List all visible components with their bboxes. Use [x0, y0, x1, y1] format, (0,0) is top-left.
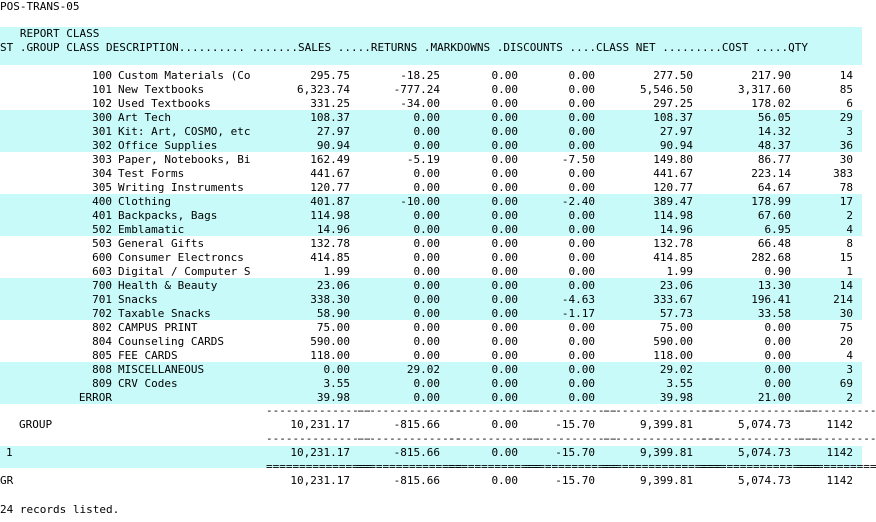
- net-separator: ------------------: [602, 432, 722, 445]
- sales-cell: 10,231.17: [290, 418, 350, 431]
- qty-cell: 14: [839, 279, 853, 292]
- discounts-cell: 0.00: [568, 321, 595, 334]
- net-cell: 23.06: [659, 279, 693, 292]
- discounts-cell: 0.00: [568, 167, 595, 180]
- sales-separator: ----------------: [266, 432, 372, 445]
- net-cell: 149.80: [653, 153, 693, 166]
- returns-cell: -815.66: [393, 446, 440, 459]
- net-cell: 297.25: [653, 97, 693, 110]
- table-row: [0, 307, 862, 321]
- table-row: [0, 335, 862, 349]
- qty-cell: 30: [839, 307, 853, 320]
- markdowns-cell: 0.00: [491, 223, 518, 236]
- class-description: Counseling CARDS: [118, 335, 224, 348]
- grand-separator: [0, 460, 876, 474]
- returns-cell: 0.00: [413, 167, 440, 180]
- markdowns-cell: 0.00: [491, 335, 518, 348]
- cost-cell: 0.00: [764, 335, 791, 348]
- cost-cell: 0.00: [764, 377, 791, 390]
- sales-cell: 10,231.17: [290, 474, 350, 487]
- cost-cell: 14.32: [757, 125, 791, 138]
- cost-cell: 66.48: [757, 237, 791, 250]
- cost-cell: 0.00: [764, 321, 791, 334]
- discounts-cell: 0.00: [568, 237, 595, 250]
- discounts-separator: --------------: [525, 404, 618, 417]
- sales-cell: 295.75: [310, 69, 350, 82]
- table-row: [0, 181, 862, 195]
- markdowns-cell: 0.00: [491, 153, 518, 166]
- discounts-cell: -15.70: [555, 446, 595, 459]
- net-cell: 90.94: [659, 139, 693, 152]
- qty-cell: 6: [846, 97, 853, 110]
- markdowns-separator: ==============: [448, 460, 541, 473]
- sales-cell: 120.77: [310, 181, 350, 194]
- sales-cell: 10,231.17: [290, 446, 350, 459]
- qty-cell: 3: [846, 363, 853, 376]
- cost-cell: 178.99: [751, 195, 791, 208]
- returns-cell: 0.00: [413, 125, 440, 138]
- cost-cell: 13.30: [757, 279, 791, 292]
- cost-cell: 0.90: [764, 265, 791, 278]
- table-row: [0, 265, 862, 279]
- class-code: 400: [92, 195, 112, 208]
- markdowns-cell: 0.00: [491, 125, 518, 138]
- markdowns-cell: 0.00: [491, 69, 518, 82]
- class-description: Digital / Computer S: [118, 265, 251, 278]
- markdowns-cell: 0.00: [491, 391, 518, 404]
- class-description: Custom Materials (Co: [118, 69, 251, 82]
- class-code: 502: [92, 223, 112, 236]
- returns-cell: 0.00: [413, 349, 440, 362]
- returns-separator: ----------------: [356, 404, 462, 417]
- table-row: [0, 111, 862, 125]
- class-description: Writing Instruments: [118, 181, 244, 194]
- returns-cell: -777.24: [393, 83, 440, 96]
- returns-cell: -815.66: [393, 474, 440, 487]
- cost-cell: 5,074.73: [738, 446, 791, 459]
- table-row: [0, 69, 862, 83]
- class-code: 600: [92, 251, 112, 264]
- returns-cell: -18.25: [400, 69, 440, 82]
- class-description: CAMPUS PRINT: [118, 321, 198, 334]
- class-description: Emblamatic: [118, 223, 185, 236]
- class-description: General Gifts: [118, 237, 205, 250]
- group-separator-top: [0, 404, 876, 418]
- class-code: 401: [92, 209, 112, 222]
- sales-cell: 90.94: [316, 139, 350, 152]
- returns-cell: 0.00: [413, 111, 440, 124]
- total-label: GR: [0, 474, 14, 487]
- returns-cell: 0.00: [413, 265, 440, 278]
- discounts-cell: 0.00: [568, 349, 595, 362]
- class-code: 302: [92, 139, 112, 152]
- qty-cell: 2: [846, 391, 853, 404]
- markdowns-cell: 0.00: [491, 251, 518, 264]
- cost-cell: 5,074.73: [738, 474, 791, 487]
- class-code: 702: [92, 307, 112, 320]
- qty-cell: 8: [846, 237, 853, 250]
- table-row: [0, 153, 862, 167]
- qty-cell: 3: [846, 125, 853, 138]
- net-cell: 120.77: [653, 181, 693, 194]
- cost-cell: 0.00: [764, 349, 791, 362]
- discounts-cell: -4.63: [561, 293, 595, 306]
- qty-separator: ------------: [797, 432, 876, 445]
- net-cell: 1.99: [666, 265, 693, 278]
- class-description: Backpacks, Bags: [118, 209, 218, 222]
- cost-cell: 56.05: [757, 111, 791, 124]
- qty-cell: 15: [839, 251, 853, 264]
- returns-separator: ================: [356, 460, 462, 473]
- class-description: New Textbooks: [118, 83, 205, 96]
- table-row: [0, 237, 862, 251]
- class-description: Kit: Art, COSMO, etc: [118, 125, 251, 138]
- returns-cell: 0.00: [413, 237, 440, 250]
- discounts-cell: -15.70: [555, 474, 595, 487]
- qty-cell: 30: [839, 153, 853, 166]
- table-row: [0, 83, 862, 97]
- total-label: 1: [6, 446, 13, 459]
- returns-cell: 0.00: [413, 209, 440, 222]
- returns-cell: -10.00: [400, 195, 440, 208]
- net-separator: ==================: [602, 460, 722, 473]
- net-separator: ------------------: [602, 404, 722, 417]
- sales-cell: 23.06: [316, 279, 350, 292]
- sales-cell: 590.00: [310, 335, 350, 348]
- store-total-row: [0, 446, 862, 460]
- group-separator-bottom: [0, 432, 876, 446]
- sales-cell: 14.96: [316, 223, 350, 236]
- sales-cell: 0.00: [323, 363, 350, 376]
- sales-cell: 75.00: [316, 321, 350, 334]
- returns-cell: 0.00: [413, 377, 440, 390]
- sales-cell: 162.49: [310, 153, 350, 166]
- cost-separator: ==================: [700, 460, 820, 473]
- report-id: POS-TRANS-05: [0, 0, 80, 13]
- table-row: [0, 125, 862, 139]
- discounts-cell: 0.00: [568, 391, 595, 404]
- qty-cell: 36: [839, 139, 853, 152]
- sales-cell: 6,323.74: [297, 83, 350, 96]
- class-description: Office Supplies: [118, 139, 218, 152]
- sales-cell: 401.87: [310, 195, 350, 208]
- class-code: 303: [92, 153, 112, 166]
- markdowns-cell: 0.00: [491, 139, 518, 152]
- sales-cell: 108.37: [310, 111, 350, 124]
- net-cell: 277.50: [653, 69, 693, 82]
- discounts-cell: 0.00: [568, 181, 595, 194]
- class-code: 301: [92, 125, 112, 138]
- class-description: Health & Beauty: [118, 279, 218, 292]
- net-cell: 414.85: [653, 251, 693, 264]
- table-row: [0, 293, 862, 307]
- returns-cell: 0.00: [413, 223, 440, 236]
- discounts-cell: 0.00: [568, 125, 595, 138]
- returns-cell: 0.00: [413, 307, 440, 320]
- discounts-cell: 0.00: [568, 111, 595, 124]
- qty-cell: 214: [833, 293, 853, 306]
- discounts-cell: -15.70: [555, 418, 595, 431]
- class-code: 100: [92, 69, 112, 82]
- class-description: Paper, Notebooks, Bi: [118, 153, 251, 166]
- markdowns-cell: 0.00: [491, 181, 518, 194]
- cost-cell: 48.37: [757, 139, 791, 152]
- sales-cell: 338.30: [310, 293, 350, 306]
- discounts-cell: 0.00: [568, 139, 595, 152]
- cost-cell: 67.60: [757, 209, 791, 222]
- table-row: [0, 195, 862, 209]
- qty-cell: 14: [839, 69, 853, 82]
- class-code: ERROR: [78, 391, 112, 404]
- sales-separator: ================: [266, 460, 372, 473]
- returns-cell: 0.00: [413, 279, 440, 292]
- table-row: [0, 349, 862, 363]
- sales-cell: 414.85: [310, 251, 350, 264]
- cost-cell: 196.41: [751, 293, 791, 306]
- net-cell: 108.37: [653, 111, 693, 124]
- net-cell: 57.73: [659, 307, 693, 320]
- sales-cell: 39.98: [316, 391, 350, 404]
- class-code: 700: [92, 279, 112, 292]
- qty-cell: 75: [839, 321, 853, 334]
- cost-cell: 282.68: [751, 251, 791, 264]
- discounts-cell: 0.00: [568, 251, 595, 264]
- qty-cell: 2: [846, 209, 853, 222]
- returns-cell: 29.02: [406, 363, 440, 376]
- grand-total-row: [0, 474, 862, 488]
- class-description: Consumer Electroncs: [118, 251, 244, 264]
- discounts-separator: --------------: [525, 432, 618, 445]
- class-description: CRV Codes: [118, 377, 178, 390]
- class-code: 305: [92, 181, 112, 194]
- cost-cell: 6.95: [764, 223, 791, 236]
- header-line-2: ST .GROUP CLASS DESCRIPTION.......... .......SALES .....RETURNS .MARKDOWNS .DISCOUNTS ....CLASS NET .........COST .....QTY: [0, 41, 808, 54]
- markdowns-cell: 0.00: [491, 167, 518, 180]
- table-row: [0, 167, 862, 181]
- cost-cell: 33.58: [757, 307, 791, 320]
- net-cell: 333.67: [653, 293, 693, 306]
- discounts-cell: 0.00: [568, 209, 595, 222]
- qty-separator: ============: [797, 460, 876, 473]
- markdowns-cell: 0.00: [491, 209, 518, 222]
- discounts-cell: -2.40: [561, 195, 595, 208]
- sales-cell: 114.98: [310, 209, 350, 222]
- qty-cell: 1142: [826, 446, 853, 459]
- class-code: 304: [92, 167, 112, 180]
- discounts-cell: 0.00: [568, 69, 595, 82]
- cost-separator: ------------------: [700, 404, 820, 417]
- qty-cell: 29: [839, 111, 853, 124]
- net-cell: 27.97: [659, 125, 693, 138]
- net-cell: 118.00: [653, 349, 693, 362]
- table-row: [0, 139, 862, 153]
- returns-cell: 0.00: [413, 293, 440, 306]
- markdowns-cell: 0.00: [491, 321, 518, 334]
- net-cell: 9,399.81: [640, 474, 693, 487]
- markdowns-cell: 0.00: [491, 377, 518, 390]
- class-description: Snacks: [118, 293, 158, 306]
- table-row: [0, 321, 862, 335]
- class-code: 809: [92, 377, 112, 390]
- discounts-cell: 0.00: [568, 377, 595, 390]
- qty-cell: 1142: [826, 418, 853, 431]
- sales-cell: 132.78: [310, 237, 350, 250]
- class-code: 808: [92, 363, 112, 376]
- discounts-cell: 0.00: [568, 279, 595, 292]
- returns-cell: 0.00: [413, 139, 440, 152]
- qty-cell: 1: [846, 265, 853, 278]
- markdowns-cell: 0.00: [491, 349, 518, 362]
- class-description: Clothing: [118, 195, 171, 208]
- markdowns-cell: 0.00: [491, 363, 518, 376]
- discounts-cell: 0.00: [568, 335, 595, 348]
- cost-cell: 21.00: [757, 391, 791, 404]
- table-row: [0, 209, 862, 223]
- markdowns-cell: 0.00: [491, 307, 518, 320]
- discounts-cell: -1.17: [561, 307, 595, 320]
- class-description: Used Textbooks: [118, 97, 211, 110]
- class-description: Test Forms: [118, 167, 185, 180]
- discounts-cell: 0.00: [568, 265, 595, 278]
- returns-separator: ----------------: [356, 432, 462, 445]
- total-label: GROUP: [19, 418, 53, 431]
- discounts-cell: 0.00: [568, 97, 595, 110]
- qty-cell: 85: [839, 83, 853, 96]
- net-cell: 114.98: [653, 209, 693, 222]
- discounts-cell: 0.00: [568, 223, 595, 236]
- net-cell: 590.00: [653, 335, 693, 348]
- class-code: 300: [92, 111, 112, 124]
- cost-cell: 3,317.60: [738, 83, 791, 96]
- qty-cell: 383: [833, 167, 853, 180]
- header-line-1: REPORT CLASS: [0, 27, 100, 40]
- sales-cell: 58.90: [316, 307, 350, 320]
- class-code: 603: [92, 265, 112, 278]
- table-row: [0, 363, 862, 377]
- records-count: 24 records listed.: [0, 503, 120, 516]
- returns-cell: -815.66: [393, 418, 440, 431]
- sales-cell: 331.25: [310, 97, 350, 110]
- cost-cell: 64.67: [757, 181, 791, 194]
- returns-cell: 0.00: [413, 321, 440, 334]
- class-code: 804: [92, 335, 112, 348]
- class-code: 701: [92, 293, 112, 306]
- table-row: [0, 377, 862, 391]
- class-code: 101: [92, 83, 112, 96]
- markdowns-cell: 0.00: [491, 474, 518, 487]
- sales-cell: 1.99: [323, 265, 350, 278]
- cost-cell: 178.02: [751, 97, 791, 110]
- markdowns-cell: 0.00: [491, 97, 518, 110]
- class-description: Taxable Snacks: [118, 307, 211, 320]
- sales-separator: ----------------: [266, 404, 372, 417]
- net-cell: 3.55: [666, 377, 693, 390]
- table-row: [0, 97, 862, 111]
- net-cell: 9,399.81: [640, 446, 693, 459]
- net-cell: 5,546.50: [640, 83, 693, 96]
- cost-separator: ------------------: [700, 432, 820, 445]
- markdowns-cell: 0.00: [491, 83, 518, 96]
- discounts-separator: ==============: [525, 460, 618, 473]
- net-cell: 39.98: [659, 391, 693, 404]
- markdowns-cell: 0.00: [491, 446, 518, 459]
- returns-cell: -5.19: [406, 153, 440, 166]
- net-cell: 9,399.81: [640, 418, 693, 431]
- returns-cell: 0.00: [413, 335, 440, 348]
- qty-cell: 17: [839, 195, 853, 208]
- discounts-cell: -7.50: [561, 153, 595, 166]
- discounts-cell: 0.00: [568, 83, 595, 96]
- qty-cell: 4: [846, 349, 853, 362]
- sales-cell: 27.97: [316, 125, 350, 138]
- qty-cell: 78: [839, 181, 853, 194]
- qty-cell: 1142: [826, 474, 853, 487]
- qty-separator: ------------: [797, 404, 876, 417]
- sales-cell: 441.67: [310, 167, 350, 180]
- cost-cell: 86.77: [757, 153, 791, 166]
- markdowns-cell: 0.00: [491, 111, 518, 124]
- table-row: [0, 279, 862, 293]
- qty-cell: 69: [839, 377, 853, 390]
- table-row: [0, 223, 862, 237]
- net-cell: 75.00: [659, 321, 693, 334]
- markdowns-cell: 0.00: [491, 293, 518, 306]
- class-code: 102: [92, 97, 112, 110]
- group-total-row: [0, 418, 862, 432]
- class-description: Art Tech: [118, 111, 171, 124]
- table-row: [0, 391, 862, 405]
- class-code: 503: [92, 237, 112, 250]
- sales-cell: 3.55: [323, 377, 350, 390]
- markdowns-cell: 0.00: [491, 418, 518, 431]
- discounts-cell: 0.00: [568, 363, 595, 376]
- class-code: 802: [92, 321, 112, 334]
- net-cell: 389.47: [653, 195, 693, 208]
- sales-cell: 118.00: [310, 349, 350, 362]
- markdowns-separator: --------------: [448, 404, 541, 417]
- markdowns-cell: 0.00: [491, 265, 518, 278]
- markdowns-cell: 0.00: [491, 279, 518, 292]
- class-description: FEE CARDS: [118, 349, 178, 362]
- returns-cell: -34.00: [400, 97, 440, 110]
- markdowns-separator: --------------: [448, 432, 541, 445]
- net-cell: 132.78: [653, 237, 693, 250]
- returns-cell: 0.00: [413, 391, 440, 404]
- cost-cell: 0.00: [764, 363, 791, 376]
- net-cell: 14.96: [659, 223, 693, 236]
- markdowns-cell: 0.00: [491, 195, 518, 208]
- markdowns-cell: 0.00: [491, 237, 518, 250]
- class-code: 805: [92, 349, 112, 362]
- cost-cell: 223.14: [751, 167, 791, 180]
- qty-cell: 4: [846, 223, 853, 236]
- net-cell: 29.02: [659, 363, 693, 376]
- net-cell: 441.67: [653, 167, 693, 180]
- returns-cell: 0.00: [413, 181, 440, 194]
- qty-cell: 20: [839, 335, 853, 348]
- table-row: [0, 251, 862, 265]
- cost-cell: 5,074.73: [738, 418, 791, 431]
- class-description: MISCELLANEOUS: [118, 363, 205, 376]
- returns-cell: 0.00: [413, 251, 440, 264]
- cost-cell: 217.90: [751, 69, 791, 82]
